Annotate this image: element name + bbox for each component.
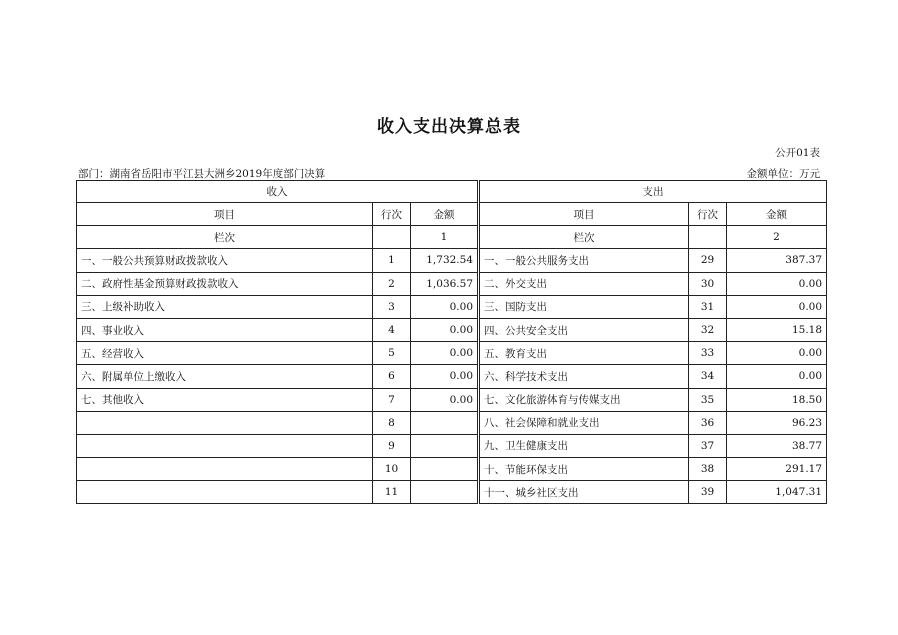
table-row [77, 249, 827, 272]
expense-row-no-cell: 36 [689, 411, 727, 434]
expense-item-cell: 四、公共安全支出 [479, 318, 689, 341]
section-header-row [77, 181, 827, 203]
income-item-cell: 七、其他收入 [77, 388, 373, 411]
expense-item-cell: 六、科学技术支出 [479, 365, 689, 388]
table-row [77, 388, 827, 411]
expense-row-no-cell: 38 [689, 458, 727, 481]
income-item-cell: 五、经营收入 [77, 342, 373, 365]
expense-row-no-cell: 31 [689, 295, 727, 318]
income-row-no-cell: 3 [373, 295, 411, 318]
income-row-no-cell: 9 [373, 434, 411, 457]
expense-row-no-cell: 39 [689, 481, 727, 504]
expense-row-no-cell: 32 [689, 318, 727, 341]
income-row-no-cell: 4 [373, 318, 411, 341]
table-row [77, 458, 827, 481]
table-row [77, 481, 827, 504]
income-item-cell: 二、政府性基金预算财政拨款收入 [77, 272, 373, 295]
table-row [77, 295, 827, 318]
income-item-cell [77, 481, 373, 504]
table-row [77, 342, 827, 365]
expense-item-cell: 八、社会保障和就业支出 [479, 411, 689, 434]
expense-section-header: 支出 [479, 181, 827, 203]
expense-amount-cell: 0.00 [727, 272, 827, 295]
expense-amount-cell: 1,047.31 [727, 481, 827, 504]
table-code: 公开01表 [775, 147, 820, 159]
income-item-cell: 六、附属单位上缴收入 [77, 365, 373, 388]
expense-amount-cell: 38.77 [727, 434, 827, 457]
expense-amount-cell: 0.00 [727, 342, 827, 365]
income-row-no-cell: 7 [373, 388, 411, 411]
table-row [77, 365, 827, 388]
income-column-no-empty [373, 226, 411, 249]
income-amount-cell: 0.00 [411, 318, 479, 341]
expense-row-no-cell: 29 [689, 249, 727, 272]
income-amount-cell [411, 434, 479, 457]
income-amount-cell [411, 411, 479, 434]
page-title: 收入支出决算总表 [377, 117, 521, 137]
expense-row-no-cell: 30 [689, 272, 727, 295]
income-amount-header: 金额 [411, 203, 479, 226]
income-amount-cell: 0.00 [411, 365, 479, 388]
income-column-no: 1 [411, 226, 479, 249]
expense-amount-cell: 387.37 [727, 249, 827, 272]
expense-row-no-cell: 35 [689, 388, 727, 411]
expense-item-cell: 九、卫生健康支出 [479, 434, 689, 457]
income-item-cell: 一、一般公共预算财政拨款收入 [77, 249, 373, 272]
income-amount-cell [411, 458, 479, 481]
expense-row-no-header: 行次 [689, 203, 727, 226]
table-row [77, 411, 827, 434]
income-row-no-cell: 5 [373, 342, 411, 365]
income-section-header: 收入 [77, 181, 479, 203]
expense-amount-header: 金额 [727, 203, 827, 226]
income-item-cell: 四、事业收入 [77, 318, 373, 341]
expense-row-no-cell: 34 [689, 365, 727, 388]
income-item-cell [77, 458, 373, 481]
expense-item-cell: 七、文化旅游体育与传媒支出 [479, 388, 689, 411]
income-item-cell [77, 434, 373, 457]
income-amount-cell: 0.00 [411, 295, 479, 318]
income-amount-cell [411, 481, 479, 504]
expense-row-no-cell: 37 [689, 434, 727, 457]
expense-amount-cell: 96.23 [727, 411, 827, 434]
expense-column-no-label: 栏次 [479, 226, 689, 249]
expense-column-no-empty [689, 226, 727, 249]
income-amount-cell: 0.00 [411, 342, 479, 365]
income-row-no-cell: 11 [373, 481, 411, 504]
income-row-no-cell: 8 [373, 411, 411, 434]
summary-table [76, 180, 827, 504]
income-row-no-cell: 2 [373, 272, 411, 295]
expense-item-cell: 十、节能环保支出 [479, 458, 689, 481]
expense-amount-cell: 0.00 [727, 365, 827, 388]
income-row-no-header: 行次 [373, 203, 411, 226]
income-column-no-label: 栏次 [77, 226, 373, 249]
income-amount-cell: 0.00 [411, 388, 479, 411]
expense-amount-cell: 18.50 [727, 388, 827, 411]
table-row [77, 272, 827, 295]
unit-label: 金额单位：万元 [746, 168, 820, 180]
income-item-header: 项目 [77, 203, 373, 226]
column-header-row [77, 203, 827, 226]
expense-item-cell: 五、教育支出 [479, 342, 689, 365]
table-row [77, 434, 827, 457]
income-row-no-cell: 1 [373, 249, 411, 272]
column-number-row [77, 226, 827, 249]
department-label: 部门：湖南省岳阳市平江县大洲乡2019年度部门决算 [78, 168, 326, 180]
expense-amount-cell: 15.18 [727, 318, 827, 341]
expense-amount-cell: 291.17 [727, 458, 827, 481]
expense-item-cell: 一、一般公共服务支出 [479, 249, 689, 272]
expense-column-no: 2 [727, 226, 827, 249]
expense-amount-cell: 0.00 [727, 295, 827, 318]
expense-item-cell: 二、外交支出 [479, 272, 689, 295]
expense-item-cell: 十一、城乡社区支出 [479, 481, 689, 504]
income-item-cell: 三、上级补助收入 [77, 295, 373, 318]
expense-row-no-cell: 33 [689, 342, 727, 365]
expense-item-cell: 三、国防支出 [479, 295, 689, 318]
income-row-no-cell: 10 [373, 458, 411, 481]
income-amount-cell: 1,732.54 [411, 249, 479, 272]
table-row [77, 318, 827, 341]
expense-item-header: 项目 [479, 203, 689, 226]
income-row-no-cell: 6 [373, 365, 411, 388]
income-amount-cell: 1,036.57 [411, 272, 479, 295]
income-item-cell [77, 411, 373, 434]
